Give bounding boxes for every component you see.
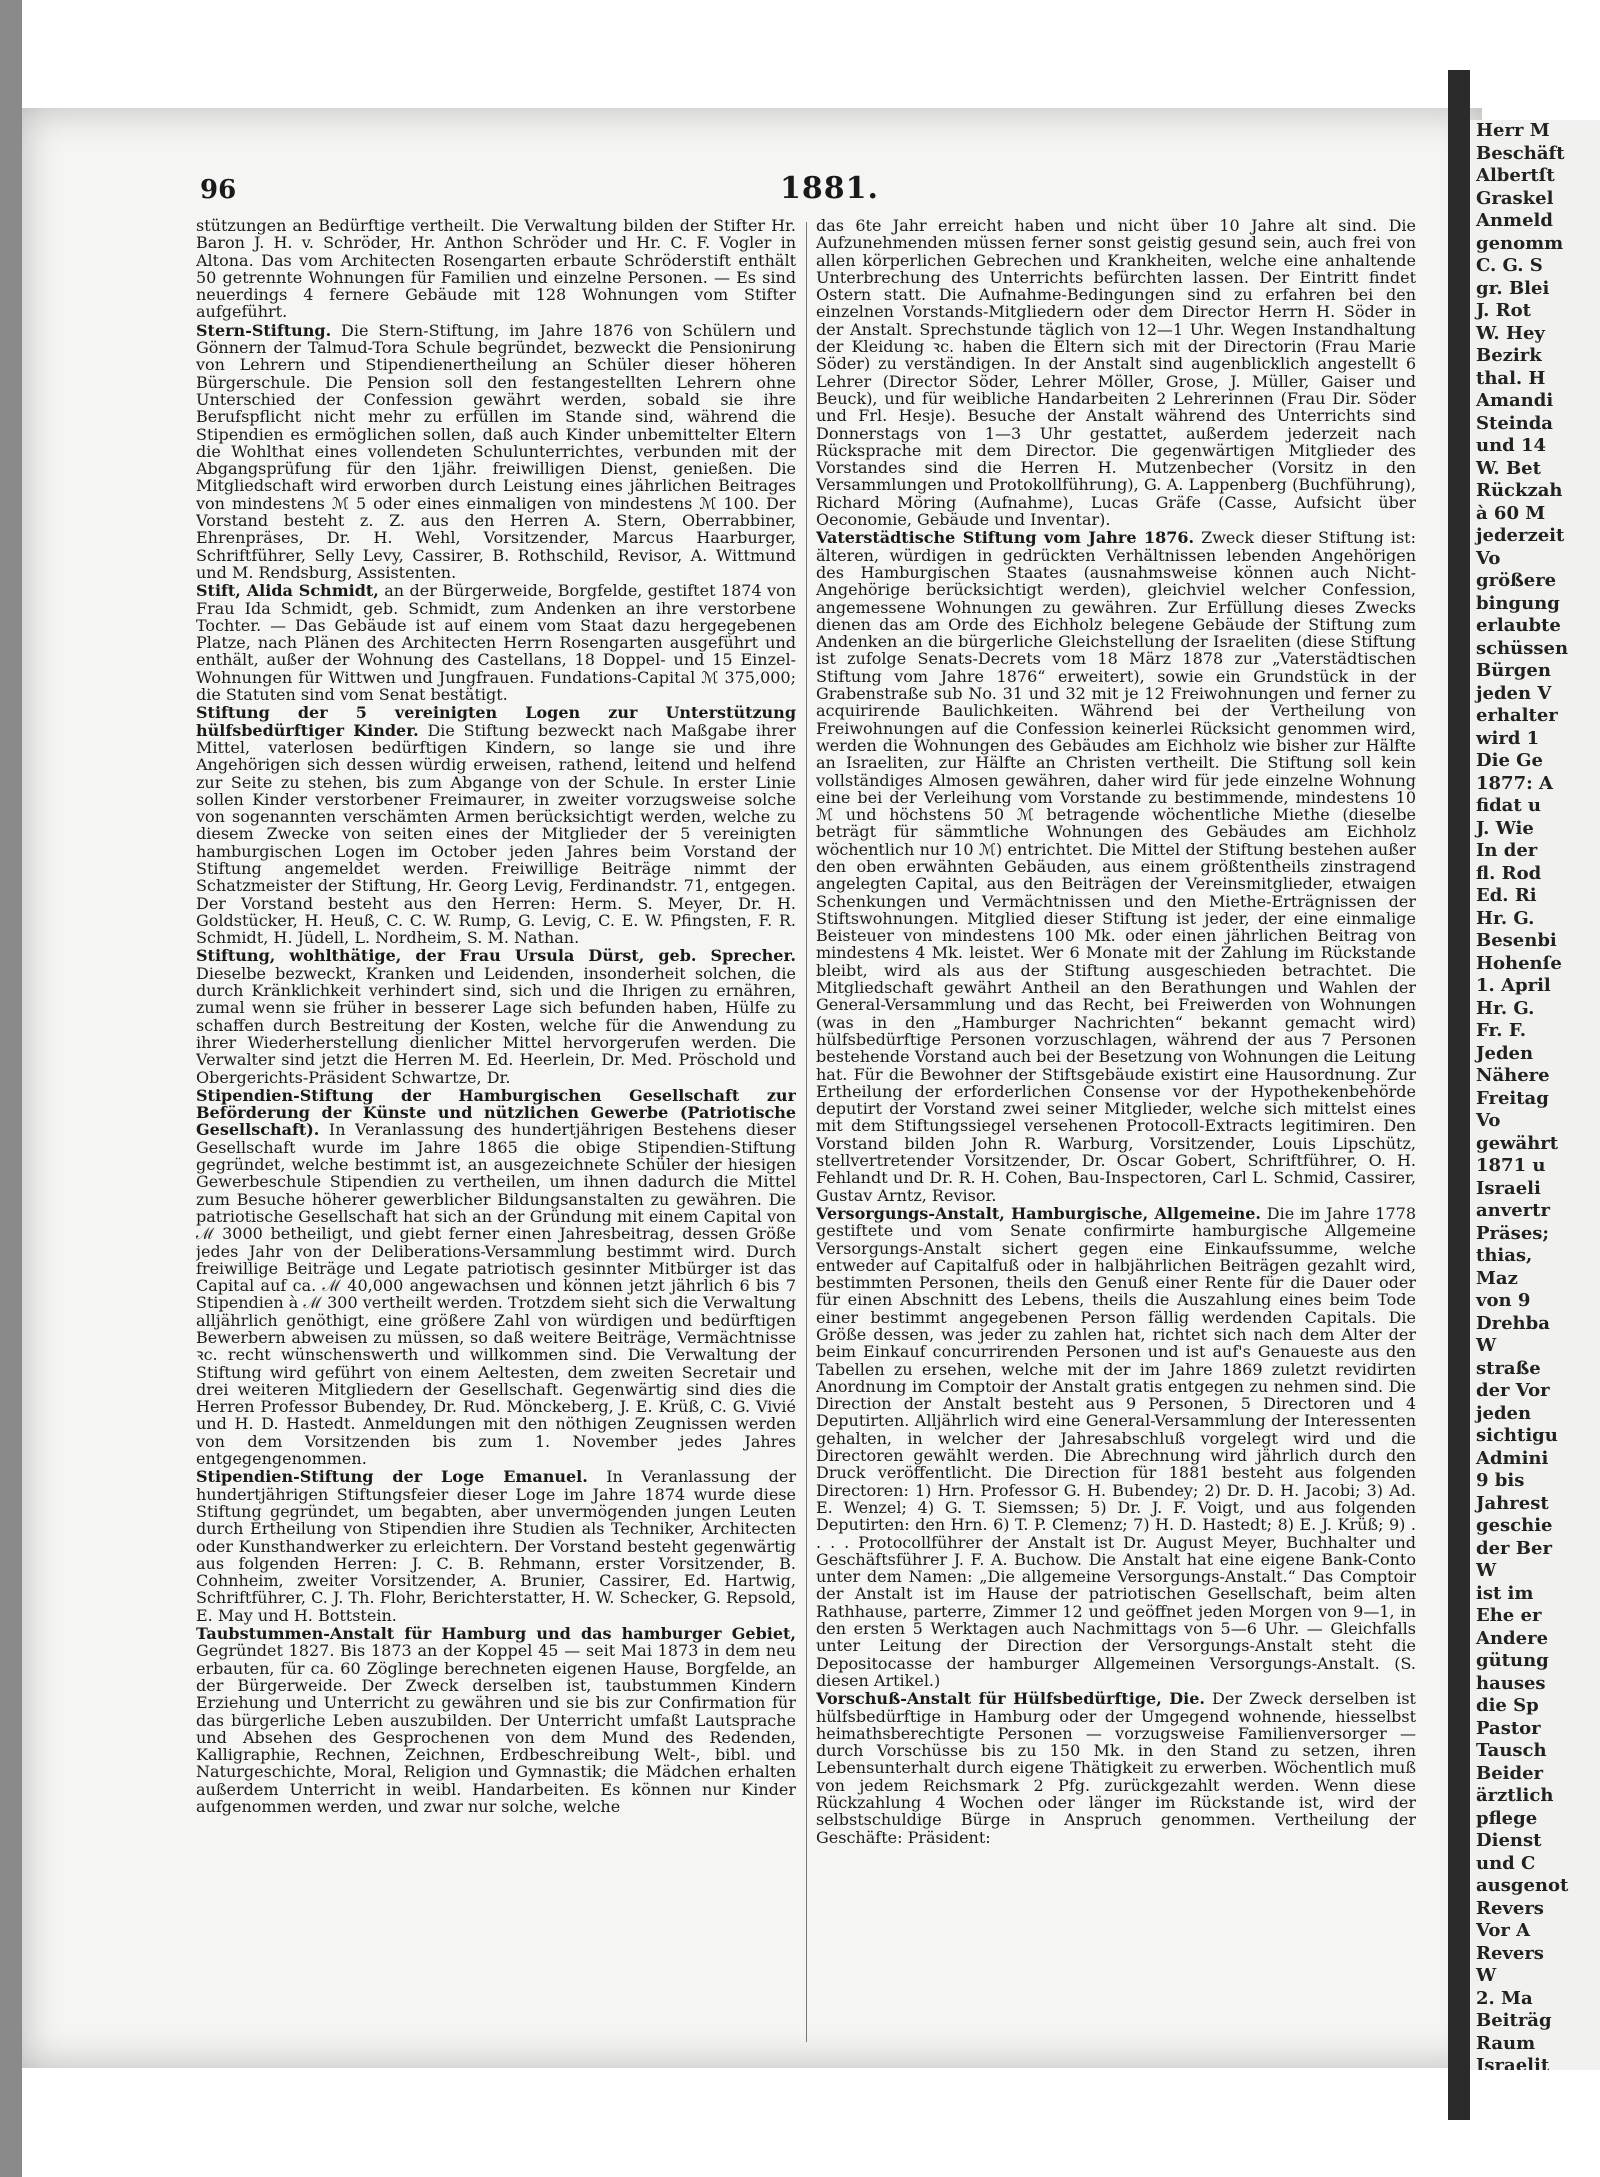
page-gutter — [1448, 70, 1470, 2120]
next-page-line: W — [1476, 1335, 1497, 1356]
scan-border — [0, 0, 22, 2177]
next-page-line: 1871 u — [1476, 1155, 1546, 1176]
next-page-line: Fr. F. — [1476, 1020, 1527, 1041]
next-page-line: Bezirk — [1476, 345, 1542, 366]
next-page-line: Revers — [1476, 1897, 1544, 1919]
next-page-line: 9 bis — [1476, 1470, 1525, 1491]
entry-title: Stern-Stiftung. — [196, 320, 332, 340]
next-page-line: erlaubte — [1476, 615, 1561, 636]
next-page-line: erhalter — [1476, 705, 1558, 726]
entry-text: In Veranlassung der hundertjährigen Stiftungsfeier dieser Loge im Jahre 1874 wurde diese Stiftung gegründet, um begabten, aber unvermögenden jungen Leuten durch Ertheilung von Stipendien ihre Studien als Techniker, Architecten oder Kunsthandwerker zu erleichtern. Der Vorstand besteht gegenwärtig aus folgenden Herren: J. C. B. Rehmann, erster Vorsitzender, B. Cohnheim, zweiter Vorsitzender, A. Brunier, Cassirer, Ed. Hartwig, Schriftführer, C. J. Th. Flohr, Berichterstatter, H. W. Schecker, G. Repsold, E. May und H. Bottstein. — [196, 1467, 796, 1625]
entry — [196, 704, 796, 946]
next-page-line: bingung — [1476, 592, 1560, 614]
entry-title: Taubstummen-Anstalt für Hamburg und das hamburger Gebiet, — [196, 1624, 796, 1644]
next-page-line: Israelit — [1476, 2055, 1550, 2070]
entry-text: In Veranlassung des hundertjährigen Bestehens dieser Gesellschaft wurde im Jahre 1865 die obige Stipendien-Stiftung gegründet, welche bestimmt ist, an ausgezeichnete Schüler der hiesigen Gewerbeschule Stipendien zu vertheilen, um ihnen dadurch die Mittel zum Besuche höherer gewerblicher Bildungsanstalten zu gewähren. Die patriotische Gesellschaft hat sich an der Gründung mit einem Capital von ℳ 3000 betheiligt, und giebt ferner einen Jahresbeitrag, dessen Größe jedes Jahr von der Deliberations-Versammlung bestimmt wird. Durch freiwillige Beiträge und Legate patriotisch gesinnter Mitbürger ist das Capital auf ca. ℳ 40,000 angewachsen und können jetzt jährlich 6 bis 7 Stipendien à ℳ 300 vertheilt werden. Trotzdem sieht sich die Verwaltung alljährlich genöthigt, eine größere Zahl von würdigen und bedürftigen Bewerbern abweisen zu müssen, so daß weitere Beiträge, Vermächtnisse ꝛc. recht wünschenswerth und willkommen sind. Die Verwaltung der Stiftung wird geführt von einem Aeltesten, dem zweiten Secretair und drei weiteren Mitgliedern der Gesellschaft. Gegenwärtig sind dies die Herren Professor Bubendey, Dr. Rud. Mönckeberg, J. E. Krüß, C. G. Vivié und H. D. Hastedt. Anmeldungen mit den nöthigen Zeugnissen werden von dem Vorsitzenden bis zum 1. November jedes Jahres entgegengenommen. — [196, 1120, 796, 1469]
next-page-line: schüssen — [1476, 637, 1569, 659]
next-page-line: Beiträg — [1476, 2010, 1552, 2031]
entry-text: an der Bürgerweide, Borgfelde, gestiftet 1874 von Frau Ida Schmidt, geb. Schmidt, zum Andenken an ihre verstorbene Tochter. — Das Gebäude ist auf einem vom Staat dazu hergegebenen Platze, nach Plänen des Architecten Herrn Rosengarten ausgeführt und enthält, außer der Wohnung des Castellans, 18 Doppel- und 15 Einzel-Wohnungen für Wittwen und Jungfrauen. Fundations-Capital ℳ 375,000; die Statuten sind vom Senat bestätigt. — [196, 581, 796, 705]
next-page-line: Raum — [1476, 2032, 1536, 2054]
next-page-line: W — [1476, 1965, 1497, 1986]
next-page-line: Andere — [1476, 1627, 1549, 1649]
next-page-line: J. Rot — [1476, 300, 1531, 321]
next-page-line: Freitag — [1476, 1087, 1549, 1109]
entry-title: Vaterstädtische Stiftung vom Jahre 1876. — [816, 528, 1195, 548]
entry — [816, 1690, 1416, 1846]
next-page-line: Steinda — [1476, 412, 1553, 434]
next-page-line: W. Bet — [1476, 457, 1541, 479]
next-page-line: Pastor — [1476, 1717, 1541, 1739]
entry — [196, 322, 796, 581]
entry-text: das 6te Jahr erreicht haben und nicht über 10 Jahre alt sind. Die Aufzunehmenden müssen ferner sonst geistig gesund sein, auch frei von allen körperlichen Gebrechen und Krankheiten, welche eine anhaltende Unterbrechung des Unterrichts befürchten lassen. Der Eintritt findet Ostern statt. Die Aufnahme-Bedingungen sind zu erfahren bei den einzelnen Vorstands-Mitgliedern oder dem Director Herrn H. Söder in der Anstalt. Sprechstunde täglich von 12—1 Uhr. Wegen Instandhaltung der Kleidung ꝛc. haben die Eltern sich mit der Directorin (Frau Marie Söder) zu verständigen. In der Anstalt sind augenblicklich angestellt 6 Lehrer (Director Söder, Lehrer Möller, Grose, J. Müller, Gaiser und Beuck), und für weibliche Handarbeiten 2 Lehrerinnen (Frau Dir. Söder und Frl. Hesje). Besuche der Anstalt während des Unterrichts sind Donnerstags von 1—3 Uhr gestattet, außerdem jederzeit nach Rücksprache mit dem Director. Die gegenwärtigen Mitglieder des Vorstandes sind die Herren H. Mutzenbecher (Vorsitz in den Versammlungen und Protokollführung), G. A. Lappenberg (Buchführung), Richard Möring (Aufnahme), Lucas Gräfe (Casse, Aufsicht über Oeconomie, Gebäude und Inventar). — [816, 217, 1416, 530]
next-page-line: W — [1476, 1560, 1497, 1581]
page-number: 96 — [200, 175, 237, 205]
next-page-line: Hohenſe — [1476, 952, 1562, 974]
entry — [196, 947, 796, 1085]
entry-text: stützungen an Bedürftige vertheilt. Die Verwaltung bilden der Stifter Hr. Baron J. H. v. Schröder, Hr. Anthon Schröder und Hr. C. F. Vogler in Altona. Das vom Architecten Rosengarten erbaute Schröderstift enthält 50 getrennte Wohnungen für Familien und einzelne Personen. — Es sind neuerdings 4 fernere Gebäude mit 128 Wohnungen vom Stifter aufgeführt. — [196, 217, 796, 322]
next-page-line: gewährt — [1476, 1132, 1559, 1154]
next-page-line: gütung — [1476, 1650, 1549, 1671]
next-page-line: Anmeld — [1476, 210, 1553, 231]
next-page-line: Dienst — [1476, 1830, 1542, 1851]
next-page-line: der Vor — [1476, 1380, 1550, 1401]
entry — [816, 217, 1416, 528]
left-column — [196, 217, 796, 2042]
next-page-line: ist im — [1476, 1582, 1534, 1604]
next-page-line: die Sp — [1476, 1695, 1539, 1716]
next-page-line: Revers — [1476, 1942, 1544, 1964]
next-page-line: 1. April — [1476, 975, 1551, 996]
next-page-line: Jeden — [1476, 1042, 1534, 1064]
next-page-line: jeden — [1476, 1402, 1532, 1424]
next-page-line: straße — [1476, 1357, 1541, 1379]
entry-text: Der Zweck derselben ist hülfsbedürftige in Hamburg oder der Umgegend wohnende, hiesselbst heimathsberechtigte Personen — vorzugsweise Familienversorger — durch Vorschüsse bis zu 150 Mk. in den Stand zu setzen, ihren Lebensunterhalt durch eigene Thätigkeit zu erwerben. Wöchentlich muß von jedem Reichsmark 2 Pfg. zurückgezahlt werden. Wenn diese Rückzahlung 4 Wochen oder länger im Rückstande ist, wird der selbstschuldige Bürge in Anspruch genommen. Vertheilung der Geschäfte: Präsident: — [816, 1689, 1416, 1847]
next-page-line: Albertſt — [1476, 165, 1555, 186]
entry-text: Gegründet 1827. Bis 1873 an der Koppel 45 — seit Mai 1873 in dem neu erbauten, für ca. 60 Zöglinge berechneten eigenen Hause, Borgfelde, an der Bürgerweide. Der Zweck derselben ist, taubstummen Kindern Erziehung und Unterricht zu gewähren und sie bis zur Confirmation für das bürgerliche Leben auszubilden. Der Unterricht umfaßt Lautsprache und Absehen des Gesprochenen von dem Mund des Redenden, Kalligraphie, Rechnen, Zeichnen, Erdbeschreibung Welt-, bibl. und Naturgeschichte, Moral, Religion und Gymnastik; die Mädchen erhalten außerdem Unterricht in weibl. Handarbeiten. Es können nur Kinder aufgenommen werden, und zwar nur solche, welche — [196, 1641, 796, 1817]
next-page-line: Rückzah — [1476, 480, 1563, 501]
entry — [816, 529, 1416, 1204]
entry-text: Zweck dieser Stiftung ist: älteren, würdigen in gedrückten Verhältnissen lebenden Angehörigen des Hamburgischen Staates (ausnahmsweise können auch Nicht-Angehörige berücksichtigt werden), gleichviel welcher Confession, angemessene Wohnungen zu gewähren. Zur Erfüllung dieses Zwecks dienen das am Orde des Eichholz belegene Gebäude der Stiftung zum Andenken an die bürgerliche Gleichstellung der Israeliten (diese Stiftung ist zufolge Senats-Decrets vom 18 März 1878 zur „Vaterstädtischen Stiftung vom Jahre 1876“ erweitert), sowie ein Grundstück in der Grabenstraße sub No. 31 und 32 mit je 12 Freiwohnungen und ferner zu acquirirende Baulichkeiten. Während bei der Vertheilung von Freiwohnungen auf die Confession keinerlei Rücksicht genommen wird, werden die Wohnungen des Gebäudes am Eichholz wie bisher zur Hälfte an Israeliten, zur Hälfte an Christen vertheilt. Die Stiftung soll kein vollständiges Almosen gewähren, daher wird für jede einzelne Wohnung eine bei der Verleihung vom Vorstande zu bestimmende, mindestens 10 ℳ und höchstens 50 ℳ betragende wöchentliche Miethe (dieselbe beträgt für sämmtliche Wohnungen des Gebäudes am Eichholz wöchentlich nur 10 ℳ) entrichtet. Die Mittel der Stiftung bestehen außer den oben erwähnten Gebäuden, aus einem größtentheils zinstragend angelegten Capital, aus den Beiträgen der Vereinsmitglieder, etwaigen Schenkungen und Vermächtnissen und den Miethe-Erträgnissen der Stiftswohnungen. Mitglied dieser Stiftung ist jeder, der eine einmalige Beisteuer von mindestens 100 Mk. oder einen jährlichen Beitrag von mindestens 4 Mk. leistet. Wer 6 Monate mit der Zahlung im Rückstande bleibt, wird als aus der Stiftung ausgeschieden betrachtet. Die Mitgliedschaft gewährt Antheil an den Berathungen und Wahlen der General-Versammlung und das Recht, bei Freiwerden von Wohnungen (was in den „Hamburger Nachrichten“ bekannt gemacht wird) hülfsbedürftige Personen vorzuschlagen, während der aus 7 Personen bestehende Vorstand auch bei der Besetzung von Wohnungen die Leitung hat. Für die Bewohner der Stiftsgebäude existirt eine Hausordnung. Zur Ertheilung der erforderlichen Consense vor der Hypothekenbehörde deputirt der Vorstand zwei seiner Mitglieder, welche sich mittelst eines mit dem Stiftungssiegel versehenen Protocoll-Extracts legitimiren. Den Vorstand bilden John R. Warburg, Vorsitzender, Louis Lipschütz, stellvertretender Vorsitzender, Dr. Oscar Gobert, Schriftführer, O. H. Fehlandt und Dr. R. H. Cohen, Bau-Inspectoren, Carl L. Schmid, Cassirer, Gustav Arntz, Revisor. — [816, 528, 1416, 1205]
entry-text: Die Stern-Stiftung, im Jahre 1876 von Schülern und Gönnern der Talmud-Tora Schule begründet, bezweckt die Pensionirung von Lehrern und Stipendienertheilung an Schüler dieser höheren Bürgerschule. Die Pension soll den festangestellten Lehrern ohne Unterschied der Confession gewährt werden, sobald sie ihre Berufspflicht nicht mehr zu erfüllen im Stande sind, während die Stipendien es ermöglichen sollen, daß auch Kinder unbemittelter Eltern die Wohlthat eines vollendeten Schulunterrichtes, verbunden mit der Abgangsprüfung für den 1jähr. freiwilligen Dienst, genießen. Die Mitgliedschaft wird erworben durch Leistung eines jährlichen Beitrages von mindestens ℳ 5 oder eines einmaligen von mindestens ℳ 100. Der Vorstand besteht z. Z. aus den Herren A. Stern, Oberrabbiner, Ehrenpräses, Dr. H. Wehl, Vorsitzender, Marcus Haarburger, Schriftführer, Selly Levy, Cassirer, B. Rothschild, Revisor, A. Wittmund und M. Rendsburg, Assistenten. — [196, 320, 796, 582]
entry — [196, 1468, 796, 1624]
next-page-line: Herr M — [1476, 120, 1550, 141]
entry — [196, 1625, 796, 1815]
entry-text: Dieselbe bezweckt, Kranken und Leidenden, insonderheit solchen, die durch Kränklichkeit verhindert sind, sich und die Ihrigen zu ernähren, zumal wenn sie früher in besserer Lage sich befunden haben, Hülfe zu schaffen durch Bestreitung der Kosten, welche für die Anwendung zu ihrer Wiederherstellung dienlicher Mittel hervorgerufen werden. Die Verwalter sind jetzt die Herren M. Ed. Heerlein, Dr. Med. Pröschold und Obergerichts-Präsident Schwartze, Dr. — [196, 963, 796, 1087]
next-page-line: Vo — [1476, 547, 1501, 569]
next-page-line: Ed. Ri — [1476, 885, 1537, 906]
next-page-line: Maz — [1476, 1267, 1518, 1289]
next-page-line: wird 1 — [1476, 727, 1540, 749]
next-page-line: Die Ge — [1476, 750, 1543, 771]
column-divider — [806, 222, 807, 2042]
right-column — [816, 217, 1416, 2042]
next-page-line: pflege — [1476, 1807, 1538, 1829]
next-page-line: C. G. S — [1476, 255, 1543, 276]
next-page-line: sichtigu — [1476, 1425, 1558, 1446]
entry-title: Stiftung der 5 vereinigten Logen zur Unterstützung hülfsbedürftiger Kinder. — [196, 703, 796, 740]
entry-text: Die im Jahre 1778 gestiftete und vom Senate confirmirte hamburgische Allgemeine Versorgungs-Anstalt sichert gegen eine Einkaufssumme, welche entweder auf Capitalfuß oder in halbjährlichen Beiträgen gezahlt wird, bestimmten Personen, theils den Genuß einer Rente für die Dauer oder für einen Abschnitt des Lebens, theils die Auszahlung eines beim Tode einer bestimmt angegebenen Person fällig werdenden Capitals. Die Größe dessen, was jeder zu zahlen hat, richtet sich nach dem Alter der beim Einkauf concurrirenden Personen und ist auf's Genaueste aus den Tabellen zu ersehen, welche mit der im Jahre 1869 zuletzt revidirten Anordnung im Comptoir der Anstalt gratis entgegen zu nehmen sind. Die Direction der Anstalt besteht aus 9 Personen, 5 Directoren und 4 Deputirten. Alljährlich wird eine General-Versammlung der Interessenten gehalten, in welcher der Jahresabschluß vorgelegt wird und die Directoren gewählt werden. Die Abrechnung wird jährlich durch den Druck veröffentlicht. Die Direction für 1881 besteht aus folgenden Directoren: 1) Hrn. Professor G. H. Bubendey; 2) Dr. D. H. Jacobi; 3) Ad. E. Wenzel; 4) G. T. Siemssen; 5) Dr. J. F. Voigt, und aus folgenden Deputirten: den Hrn. 6) T. P. Clemenz; 7) H. D. Hastedt; 8) E. J. Krüß; 9) . . . . Protocollführer der Anstalt ist Dr. August Meyer, Buchhalter und Geschäftsführer J. F. A. Buchow. Die Anstalt hat eine eigene Bank-Conto unter dem Namen: „Die allgemeine Versorgungs-Anstalt.“ Das Comptoir der Anstalt ist im Hause der patriotischen Gesellschaft, beim alten Rathhause, parterre, Zimmer 12 und geöffnet jeden Morgen von 9—1, in den ersten 5 Werktagen auch Nachmittags von 5—6 Uhr. — Gleichfalls unter Leitung der Direction der Versorgungs-Anstalt steht die Depositocasse der hamburger Allgemeinen Versorgungs-Anstalt. (S. diesen Artikel.) — [816, 1203, 1416, 1690]
next-page-line: hauses — [1476, 1672, 1546, 1694]
next-page-line: Graskel — [1476, 187, 1554, 209]
entry-title: Stipendien-Stiftung der Hamburgischen Gesellschaft zur Beförderung der Künste und nützlichen Gewerbe (Patriotische Gesellschaft). — [196, 1085, 796, 1140]
next-page-line: Israeli — [1476, 1177, 1541, 1199]
entry-title: Stiftung, wohlthätige, der Frau Ursula Dürst, geb. Sprecher. — [196, 946, 796, 966]
next-page-line: Tausch — [1476, 1740, 1547, 1761]
next-page-line: Präses; — [1476, 1222, 1550, 1244]
next-page-line: anvertr — [1476, 1200, 1550, 1221]
next-page-line: thal. H — [1476, 367, 1546, 389]
next-page-line: fl. Rod — [1476, 862, 1542, 884]
next-page-line: J. Wie — [1476, 817, 1534, 839]
next-page-line: geschie — [1476, 1515, 1553, 1536]
entry-title: Versorgungs-Anstalt, Hamburgische, Allgemeine. — [816, 1203, 1261, 1223]
next-page-line: Vor A — [1476, 1920, 1531, 1941]
next-page-line: W. Hey — [1476, 322, 1545, 344]
next-page-line: Drehba — [1476, 1312, 1550, 1334]
entry — [816, 1205, 1416, 1689]
entry — [196, 217, 796, 321]
next-page-line: Bürgen — [1476, 660, 1551, 681]
next-page-line: der Ber — [1476, 1537, 1552, 1559]
next-page-line: größere — [1476, 570, 1557, 591]
next-page-line: Beschäft — [1476, 142, 1565, 164]
next-page-line: In der — [1476, 840, 1538, 861]
next-page-line: und 14 — [1476, 435, 1547, 456]
next-page-line: Beider — [1476, 1762, 1544, 1784]
next-page-line: Vo — [1476, 1110, 1501, 1131]
next-page-fragment — [1470, 120, 1600, 2070]
entry-text: Die Stiftung bezweckt nach Maßgabe ihrer Mittel, vaterlosen bedürftigen Kindern, so lange sie und ihre Angehörigen sich dessen würdig erweisen, rathend, leitend und helfend zur Seite zu stehen, bis zum Abgange von der Schule. In erster Linie sollen Kinder verstorbener Freimaurer, in zweiter vorzugsweise solche von sogenannten verschämten Armen berücksichtigt werden, welche zu diesem Zwecke von seiten eines der Mitglieder der 5 vereinigten hamburgischen Logen im October jeden Jahres beim Vorstand der Stiftung angemeldet werden. Freiwillige Beiträge nimmt der Schatzmeister der Stiftung, Hr. Georg Levig, Ferdinandstr. 71, entgegen. Der Vorstand besteht aus den Herren: Herm. S. Meyer, Dr. H. Goldstücker, H. Heuß, C. C. W. Rump, G. Levig, C. E. W. Pfingsten, F. R. Schmidt, H. Jüdell, L. Nordheim, S. M. Nathan. — [196, 720, 796, 948]
next-page-line: gr. Blei — [1476, 277, 1550, 299]
next-page-line: Nähere — [1476, 1065, 1550, 1086]
next-page-line: Besenbi — [1476, 930, 1557, 951]
entry-title: Vorschuß-Anstalt für Hülfsbedürftige, Die. — [816, 1689, 1205, 1709]
next-page-line: jeden V — [1476, 682, 1552, 704]
next-page-line: thias, — [1476, 1245, 1533, 1266]
next-page-line: Ehe er — [1476, 1605, 1542, 1626]
next-page-line: 2. Ma — [1476, 1987, 1533, 2009]
entry — [196, 1087, 796, 1468]
entry-title: Stipendien-Stiftung der Loge Emanuel. — [196, 1467, 588, 1487]
next-page-line: ärztlich — [1476, 1785, 1554, 1806]
next-page-line: jederzeit — [1476, 525, 1565, 546]
entry — [196, 582, 796, 703]
next-page-line: Jahrest — [1476, 1492, 1549, 1514]
entry-title: Stift, Alida Schmidt, — [196, 581, 379, 601]
next-page-line: Hr. G. — [1476, 997, 1535, 1019]
next-page-line: und C — [1476, 1852, 1536, 1874]
page-year: 1881. — [780, 171, 879, 206]
next-page-line: Admini — [1476, 1447, 1549, 1469]
next-page-line: 1877: A — [1476, 772, 1553, 794]
next-page-line: ausgenot — [1476, 1875, 1569, 1896]
next-page-line: Amandi — [1476, 390, 1554, 411]
next-page-line: genomm — [1476, 232, 1564, 254]
next-page-line: à 60 M — [1476, 502, 1546, 524]
next-page-line: von 9 — [1476, 1290, 1531, 1311]
next-page-line: Hr. G. — [1476, 907, 1535, 929]
page-header — [200, 171, 1440, 215]
next-page-line: fidat u — [1476, 795, 1542, 816]
